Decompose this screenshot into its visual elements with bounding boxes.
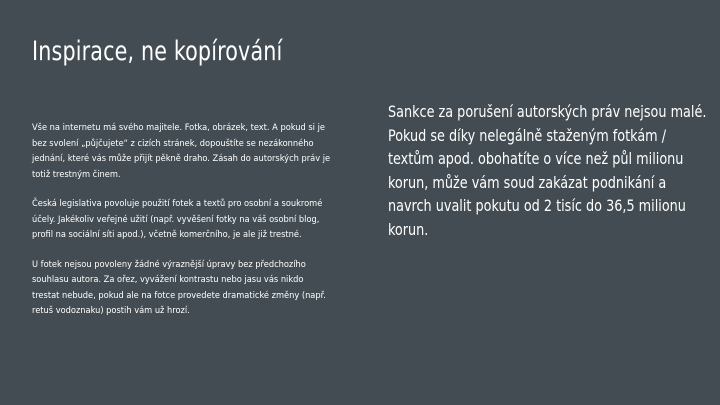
left-paragraph-2: Česká legislativa povoluje použití fotek a textů pro osobní a soukromé účely. Jakékoliv veřejné užití (např. vyvěšení fotky na váš osobní blog, profil na sociální síti apod.), včetně komerčního, je ale již trestné. [32,198,323,240]
left-paragraph-1: Vše na internetu má svého majitele. Fotka, obrázek, text. A pokud si je bez svolení „půjčujete“ z cizích stránek, dopouštíte se nezákonného jednání, které vás může přijít pěkně draho. Zásah do autorských práv je totiž trestným činem. [32,122,331,180]
slide-title: Inspirace, ne kopírování [32,36,283,67]
right-paragraph: Sankce za porušení autorských práv nejsou malé. Pokud se díky nelegálně staženým fotkám / textům apod. obohatíte o více než půl milionu korun, může vám soud zakázat podnikání a navrch uvalit pokutu od 2 tisíc do 36,5 milionu korun. [388,102,707,239]
left-paragraph-3: U fotek nejsou povoleny žádné výraznější úpravy bez předchozího souhlasu autora. Za ořez, vyvážení kontrastu nebo jasu vás nikdo trestat nebude, pokud ale na fotce provedete dramatické změny (např. retuš vodoznaku) postih vám už hrozí. [32,258,326,316]
left-text-column [32,120,332,333]
right-text-column [388,100,718,241]
